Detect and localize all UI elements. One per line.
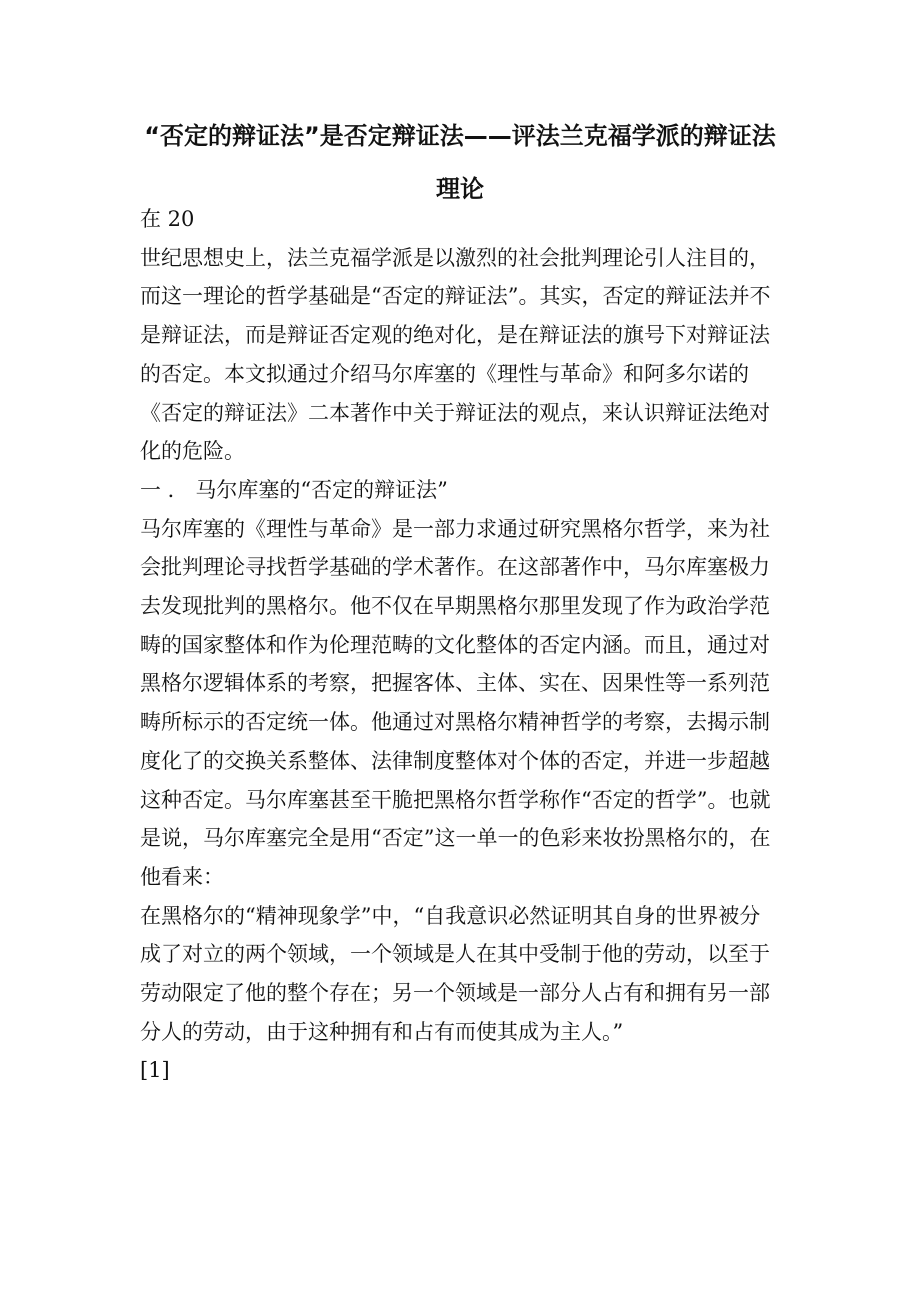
document-body bbox=[140, 200, 780, 1090]
section-heading: 一 ． 马尔库塞的“否定的辩证法” bbox=[140, 477, 448, 502]
paragraph-quote: 在黑格尔的“精神现象学”中，“自我意识必然证明其自身的世界被分成了对立的两个领域，一个领域是人在其中受制于他的劳动，以至于劳动限定了他的整个存在；另一个领域是一部分人占有和拥有另一部分人的劳动，由于这种拥有和占有而使其成为主人。” bbox=[140, 903, 770, 1044]
document-title: “否定的辩证法”是否定辩证法——评法兰克福学派的辩证法理论 bbox=[144, 122, 776, 203]
footnote-marker: [1] bbox=[140, 1058, 170, 1083]
paragraph-marcuse: 马尔库塞的《理性与革命》是一部力求通过研究黑格尔哲学，来为社会批判理论寻找哲学基础的学术著作。在这部著作中，马尔库塞极力去发现批判的黑格尔。他不仅在早期黑格尔那里发现了作为政治学范畴的国家整体和作为伦理范畴的文化整体的否定内涵。而且，通过对黑格尔逻辑体系的考察，把握客体、主体、实在、因果性等一系列范畴所标示的否定统一体。他通过对黑格尔精神哲学的考察，去揭示制度化了的交换关系整体、法律制度整体对个体的否定，并进一步超越这种否定。马尔库塞甚至干脆把黑格尔哲学称作“否定的哲学”。也就是说，马尔库塞完全是用“否定”这一单一的色彩来妆扮黑格尔的，在他看来： bbox=[140, 516, 771, 889]
paragraph-intro: 世纪思想史上，法兰克福学派是以激烈的社会批判理论引人注目的，而这一理论的哲学基础是“否定的辩证法”。其实，否定的辩证法并不是辩证法，而是辩证否定观的绝对化，是在辩证法的旗号下对辩证法的否定。本文拟通过介绍马尔库塞的《理性与革命》和阿多尔诺的《否定的辩证法》二本著作中关于辩证法的观点，来认识辩证法绝对化的危险。 bbox=[140, 245, 771, 464]
paragraph-intro-start: 在 20 bbox=[140, 207, 195, 231]
